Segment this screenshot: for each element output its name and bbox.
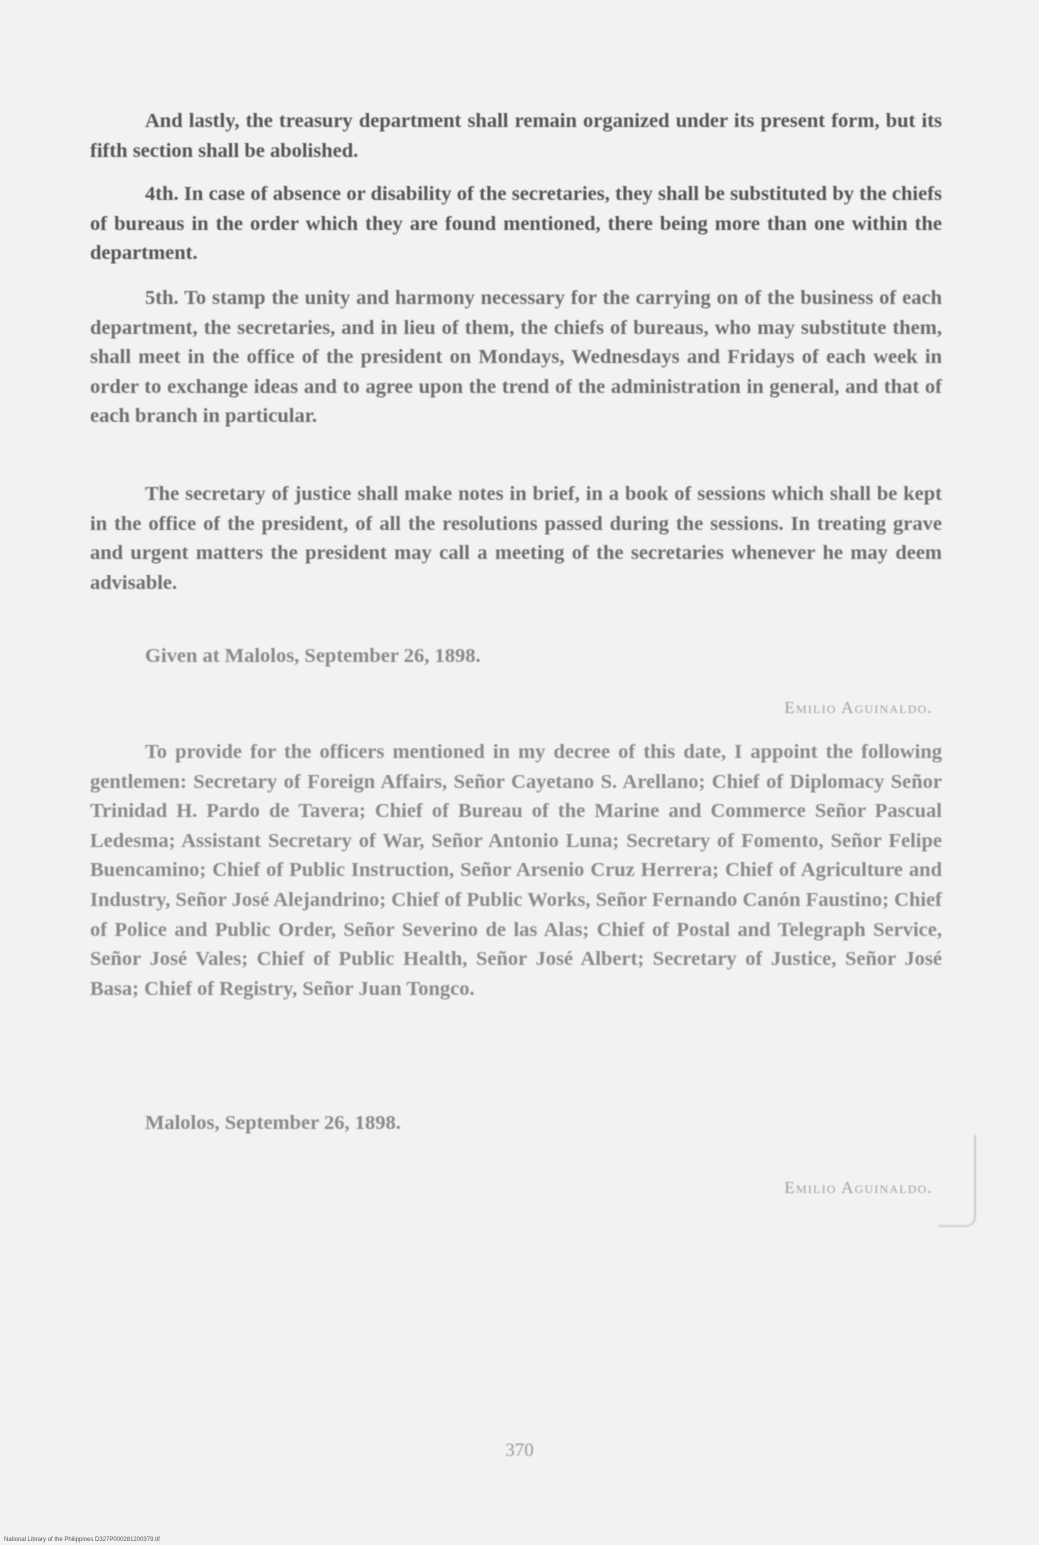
- signature-emilio-aguinaldo-first: Emilio Aguinaldo.: [784, 698, 933, 717]
- paragraph-appointments: To provide for the officers mentioned in my decree of this date, I appoint the following gentlemen: Secretary of Foreign Affairs, Señor Cayetano S. Arellano; Chief of Diplomacy Señor Trinidad H. Pardo de Tavera; Chief of Bureau of the Marine and Commerce Señor Pascual Ledesma; Assistant Secretary of War, Señor Antonio Luna; Secretary of Fomento, Señor Felipe Buencamino; Chief of Public Instruction, Señor Arsenio Cruz Herrera; Chief of Agriculture and Industry, Señor José Alejandrino; Chief of Public Works, Señor Fernando Canón Faustino; Chief of Police and Public Order, Señor Severino de las Alas; Chief of Postal and Telegraph Service, Señor José Vales; Chief of Public Health, Señor José Albert; Secretary of Justice, Señor José Basa; Chief of Registry, Señor Juan Tongco.: [90, 741, 942, 1000]
- paragraph-fifth-article: 5th. To stamp the unity and harmony necessary for the carrying on of the business of each department, the secretaries, and in lieu of them, the chiefs of bureaus, who may substitute them, shall meet in the office of the president on Mondays, Wednesdays and Fridays of each week in order to exchange ideas and to agree upon the trend of the administration in general, and that of each branch in particular.: [90, 287, 942, 428]
- paragraph-secretary-of-justice: The secretary of justice shall make notes in brief, in a book of sessions which shall be kept in the office of the president, of all the resolutions passed during the sessions. In treating grave and urgent matters the president may call a meeting of the secretaries whenever he may deem advisable.: [90, 483, 942, 594]
- footer-source-note: National Library of the Philippines D327P000281200379.tif: [4, 1537, 160, 1543]
- paragraph-fourth-article: 4th. In case of absence or disability of the secretaries, they shall be substituted by the chiefs of bureaus in the order which they are found mentioned, there being more than one within the department.: [90, 183, 942, 265]
- paragraph-given-at-malolos: Given at Malolos, September 26, 1898.: [145, 645, 481, 667]
- page-number: 370: [505, 1440, 534, 1461]
- signature-emilio-aguinaldo-second: Emilio Aguinaldo.: [784, 1178, 933, 1197]
- scan-edge-mark: [938, 1135, 976, 1227]
- paragraph-treasury-department: And lastly, the treasury department shall remain organized under its present form, but its fifth section shall be abolished.: [90, 110, 942, 162]
- paragraph-malolos-date: Malolos, September 26, 1898.: [145, 1112, 401, 1134]
